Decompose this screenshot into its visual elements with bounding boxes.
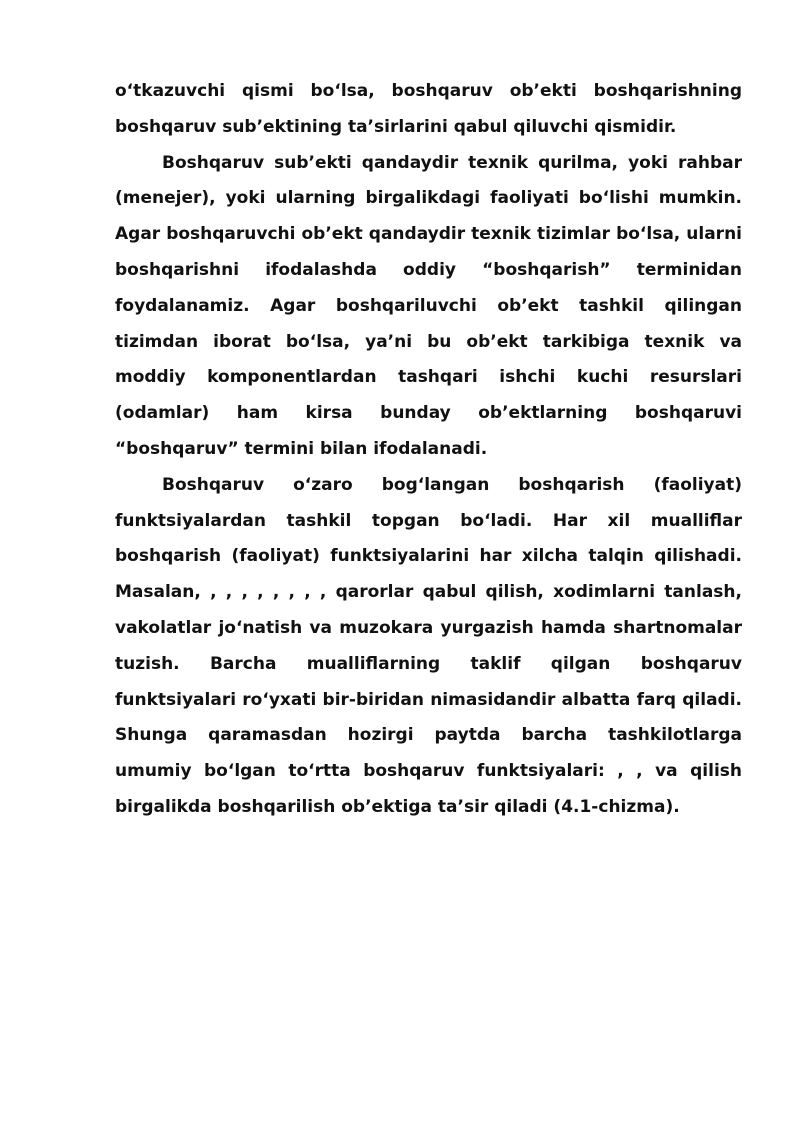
document-page xyxy=(115,74,742,826)
paragraph-continuation: o‘tkazuvchi qismi bo‘lsa, boshqaruv ob’ekti boshqarishning boshqaruv sub’ektining ta’sirlarini qabul qiluvchi qismidir. xyxy=(115,81,742,137)
paragraph-management-functions: Boshqaruv o‘zaro bog‘langan boshqarish (faoliyat) funktsiyalardan tashkil topgan bo‘ladi. Har xil mualliflar boshqarish (faoliyat) funktsiyalarini har xilcha talqin qilishadi. Masalan, , , , , , , , , qarorlar qabul qilish, xodimlarni tanlash, vakolatlar jo‘natish va muzokara yurgazish hamda shartnomalar tuzish. Barcha mualliflarning taklif qilgan boshqaruv funktsiyalari ro‘yxati bir-biridan nimasidandir albatta farq qiladi. Shunga qaramasdan hozirgi paytda barcha tashkilotlarga umumiy bo‘lgan to‘rtta boshqaruv funktsiyalari: , , va qilish birgalikda boshqarilish ob’ektiga ta’sir qiladi (4.1-chizma). xyxy=(115,474,742,817)
paragraph-management-subject: Boshqaruv sub’ekti qandaydir texnik qurilma, yoki rahbar (menejer), yoki ularning birgalikdagi faoliyati bo‘lishi mumkin. Agar boshqaruvchi ob’ekt qandaydir texnik tizimlar bo‘lsa, ularni boshqarishni ifodalashda oddiy “boshqarish” terminidan foydalanamiz. Agar boshqariluvchi ob’ekt tashkil qilingan tizimdan iborat bo‘lsa, ya’ni bu ob’ekt tarkibiga texnik va moddiy komponentlardan tashqari ishchi kuchi resurslari (odamlar) ham kirsa bunday ob’ektlarning boshqaruvi “boshqaruv” termini bilan ifodalanadi. xyxy=(115,152,742,459)
